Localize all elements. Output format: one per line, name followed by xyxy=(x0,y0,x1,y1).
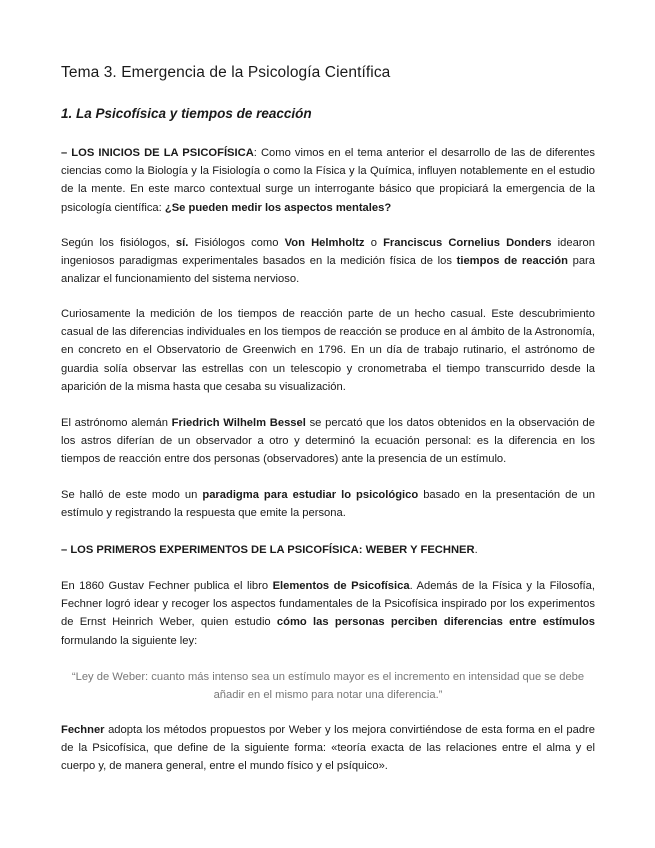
paragraph-greenwich: Curiosamente la medición de los tiempos de reacción parte de un hecho casual. Este descubrimiento casual de las diferencias individuales en los tiempos de reacción se produce en al ámbito de la Astronomía, en concreto en el Observatorio de Greenwich en 1796. En un día de trabajo rutinario, el astrónomo de guardia solía observar las estrellas con un telescopio y cronometraba el tiempo transcurrido desde la aparición de la misma hasta que cesaba su visualización. xyxy=(61,308,595,393)
weber-law-quote: “Ley de Weber: cuanto más intenso sea un estímulo mayor es el incremento en intensidad que se debe añadir en el mismo para notar una diferencia.” xyxy=(71,671,585,702)
document-title: Tema 3. Emergencia de la Psicología Científica xyxy=(61,64,391,81)
fechner-name: Fechner xyxy=(61,724,105,736)
paragraph-paradigma xyxy=(61,486,595,522)
primeros-experimentos-period: . xyxy=(474,544,478,556)
paradigma-term: paradigma para estudiar lo psicológico xyxy=(202,489,419,501)
weber-study-term: cómo las personas perciben diferencias entre estímulos xyxy=(276,616,595,629)
bessel-text-c: se percató que los datos obtenidos en la observación de los astros diferían de un observador a otro y determinó la ecuación personal: es la diferencia en los tiempos de reacción entre dos personas (observadores) ante la presencia de un estímulo. xyxy=(61,417,595,466)
libro-title: Elementos de Psicofísica xyxy=(272,580,410,592)
bessel-text-a: El astrónomo alemán xyxy=(61,417,172,429)
fechner-libro-text-c: . Además de la Física y la Filosofía, Fechner logró idear y recoger los aspectos fundamentales de la Psicofísica inspirado por los experimentos de Ernst Heinrich Weber, quien estudio xyxy=(61,580,595,629)
inicios-question: ¿Se pueden medir los aspectos mentales? xyxy=(164,201,392,214)
section-heading: 1. La Psicofísica y tiempos de reacción xyxy=(61,106,312,121)
inicios-text: : Como vimos en el tema anterior el desarrollo de las de diferentes ciencias como la Biología y la Fisiología o como la Física y la Química, influyen notablemente en el estudio de la mente. En este marco contextual surge un interrogante básico que propiciará la emergencia de la psicología científica: xyxy=(61,147,595,214)
helmholtz-name: Von Helmholtz xyxy=(284,237,365,249)
primeros-experimentos-heading: – LOS PRIMEROS EXPERIMENTOS DE LA PSICOFÍSICA: WEBER Y FECHNER xyxy=(61,544,475,556)
fisiologos-text-c: Fisiólogos como xyxy=(188,237,285,249)
fisiologos-text-g: idearon ingeniosos paradigmas experimentales basados en la medición física de los xyxy=(61,237,595,268)
fisiologos-si: sí. xyxy=(175,237,189,249)
paragraph-fisiologos xyxy=(61,234,595,289)
fechner-libro-text-e: formulando la siguiente ley: xyxy=(61,634,198,647)
paradigma-text-c: basado en la presentación de un estímulo y registrando la respuesta que emite la persona. xyxy=(61,489,596,520)
paragraph-fechner-libro xyxy=(61,577,595,650)
paragraph-primeros-experimentos xyxy=(61,541,595,559)
fisiologos-text-a: Según los fisiólogos, xyxy=(61,237,176,249)
inicios-heading: – LOS INICIOS DE LA PSICOFÍSICA xyxy=(61,147,254,159)
fechner-libro-text-a: En 1860 Gustav Fechner publica el libro xyxy=(61,580,273,592)
paragraph-bessel xyxy=(61,414,595,469)
paradigma-text-a: Se halló de este modo un xyxy=(61,489,203,501)
fisiologos-text-e: o xyxy=(364,237,384,249)
bessel-name: Friedrich Wilhelm Bessel xyxy=(171,417,306,429)
donders-name: Franciscus Cornelius Donders xyxy=(383,237,552,249)
fechner-padre-text: adopta los métodos propuestos por Weber y los mejora convirtiéndose de esta forma en el padre de la Psicofísica, que define de la siguiente forma: «teoría exacta de las relaciones entre el alma y el cuerpo y, de manera general, entre el mundo físico y el psíquico». xyxy=(61,724,595,773)
paragraph-fechner-padre xyxy=(61,721,595,776)
paragraph-inicios-psicofisica xyxy=(61,144,595,217)
tiempos-reaccion-term: tiempos de reacción xyxy=(456,255,568,268)
fisiologos-text-i: para analizar el funcionamiento del sistema nervioso. xyxy=(61,255,595,286)
